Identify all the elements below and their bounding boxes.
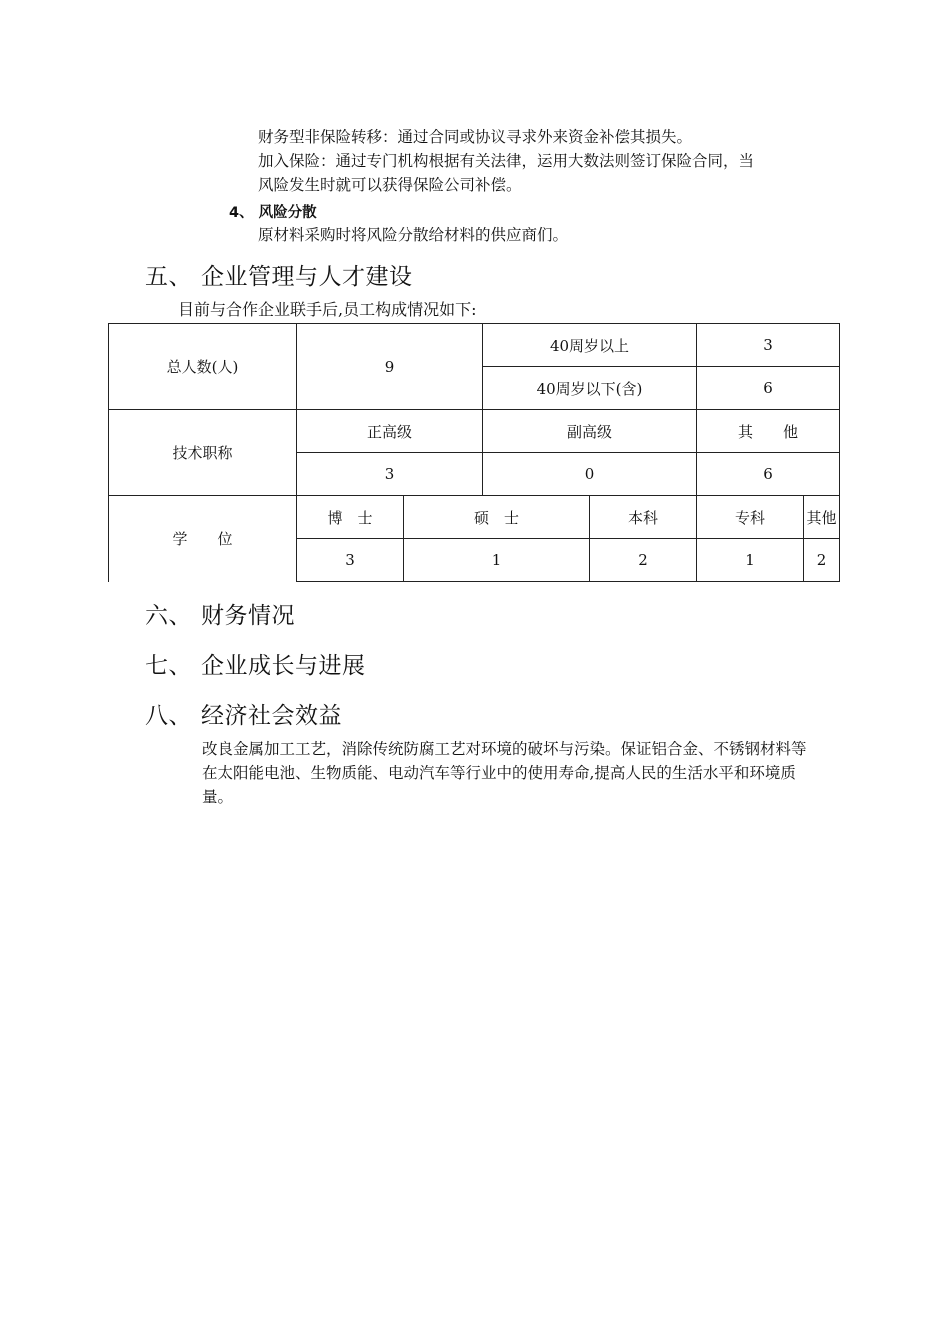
- section-8-text: 改良金属加工工艺，消除传统防腐工艺对环境的破坏与污染。保证铝合金、不锈钢材料等在太阳能电池、生物质能、电动汽车等行业中的使用寿命,提高人民的生活水平和环境质量。: [202, 740, 807, 806]
- age-under-40-label: 40周岁以下(含): [483, 367, 697, 410]
- tech-title-value-senior: 3: [297, 453, 483, 496]
- tech-title-value-deputy: 0: [483, 453, 697, 496]
- tech-title-label: 技术职称: [109, 410, 297, 496]
- tech-title-value-other: 6: [697, 453, 840, 496]
- risk-diversification-text: 原材料采购时将风险分散给材料的供应商们。: [258, 226, 569, 244]
- section-5-number: 五、: [145, 264, 192, 290]
- section-7-title: 企业成长与进展: [201, 653, 366, 679]
- section-8-heading: [145, 697, 342, 730]
- degree-header-associate: 专科: [697, 496, 804, 539]
- tech-title-header-deputy: 副高级: [483, 410, 697, 453]
- section-8-number: 八、: [145, 703, 192, 729]
- degree-value-associate: 1: [697, 539, 804, 582]
- section-7-heading: [145, 647, 366, 680]
- section-8-title: 经济社会效益: [201, 703, 342, 729]
- degree-header-other: 其他: [804, 496, 840, 539]
- degree-value-master: 1: [404, 539, 590, 582]
- age-over-40-value: 3: [697, 324, 840, 367]
- table-row: [109, 496, 840, 539]
- degree-value-bachelor: 2: [590, 539, 697, 582]
- risk-diversification-heading: 4、 风险分散: [229, 205, 317, 221]
- degree-value-other: 2: [804, 539, 840, 582]
- section-6-number: 六、: [145, 603, 192, 629]
- section-5-title: 企业管理与人才建设: [201, 264, 413, 290]
- degree-header-master: 硕 士: [404, 496, 590, 539]
- section-6-heading: [145, 597, 295, 630]
- total-staff-label: 总人数(人): [109, 324, 297, 410]
- insurance-line-2: 风险发生时就可以获得保险公司补偿。: [258, 176, 522, 194]
- tech-title-header-senior: 正高级: [297, 410, 483, 453]
- table-row: [109, 410, 840, 453]
- section-7-number: 七、: [145, 653, 192, 679]
- financial-transfer-line: 财务型非保险转移：通过合同或协议寻求外来资金补偿其损失。: [258, 128, 693, 146]
- insurance-line-1: 加入保险：通过专门机构根据有关法律，运用大数法则签订保险合同，当: [258, 152, 755, 170]
- total-staff-value: 9: [297, 324, 483, 410]
- table-row: [109, 324, 840, 367]
- section-6-title: 财务情况: [201, 603, 295, 629]
- section-5-intro: 目前与合作企业联手后,员工构成情况如下:: [178, 300, 477, 319]
- age-under-40-value: 6: [697, 367, 840, 410]
- section-5-heading: [145, 258, 413, 291]
- staff-composition-table: [108, 323, 840, 582]
- degree-value-phd: 3: [297, 539, 404, 582]
- degree-header-bachelor: 本科: [590, 496, 697, 539]
- tech-title-header-other: 其 他: [697, 410, 840, 453]
- degree-header-phd: 博 士: [297, 496, 404, 539]
- age-over-40-label: 40周岁以上: [483, 324, 697, 367]
- degree-label: 学 位: [109, 496, 297, 582]
